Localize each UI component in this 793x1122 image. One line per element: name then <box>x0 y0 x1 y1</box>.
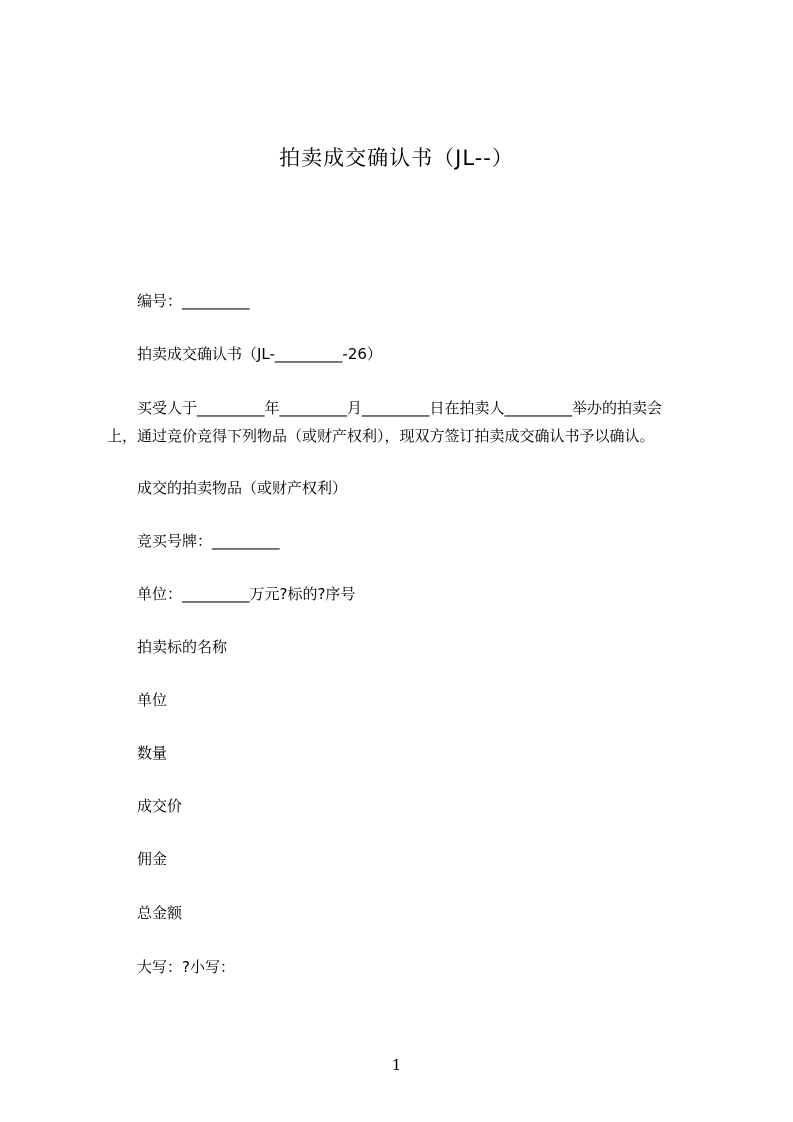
total-label: 总金额 <box>137 904 183 922</box>
unit-line: 单位：_________万元?标的?序号 <box>137 585 356 603</box>
bid-paddle-field: 竞买号牌：_________ <box>137 532 280 550</box>
item-name-label: 拍卖标的名称 <box>137 638 228 656</box>
intro-paragraph-line-2: 上，通过竞价竞得下列物品（或财产权利），现双方签订拍卖成交确认书予以确认。 <box>107 427 655 445</box>
price-label: 成交价 <box>137 797 183 815</box>
page-number: 1 <box>391 1056 402 1074</box>
confirmation-reference: 拍卖成交确认书（JL-_________-26） <box>137 345 382 363</box>
unit-label: 单位 <box>137 691 168 709</box>
amount-in-words-label: 大写：?小写： <box>137 958 235 976</box>
intro-paragraph-line-1: 买受人于_________年_________月_________日在拍卖人_________举办的拍卖会 <box>137 399 663 417</box>
commission-label: 佣金 <box>137 850 168 868</box>
quantity-label: 数量 <box>137 744 168 762</box>
items-heading: 成交的拍卖物品（或财产权利） <box>137 479 348 497</box>
number-field: 编号：_________ <box>137 292 250 310</box>
document-title: 拍卖成交确认书（JL--） <box>279 146 514 170</box>
